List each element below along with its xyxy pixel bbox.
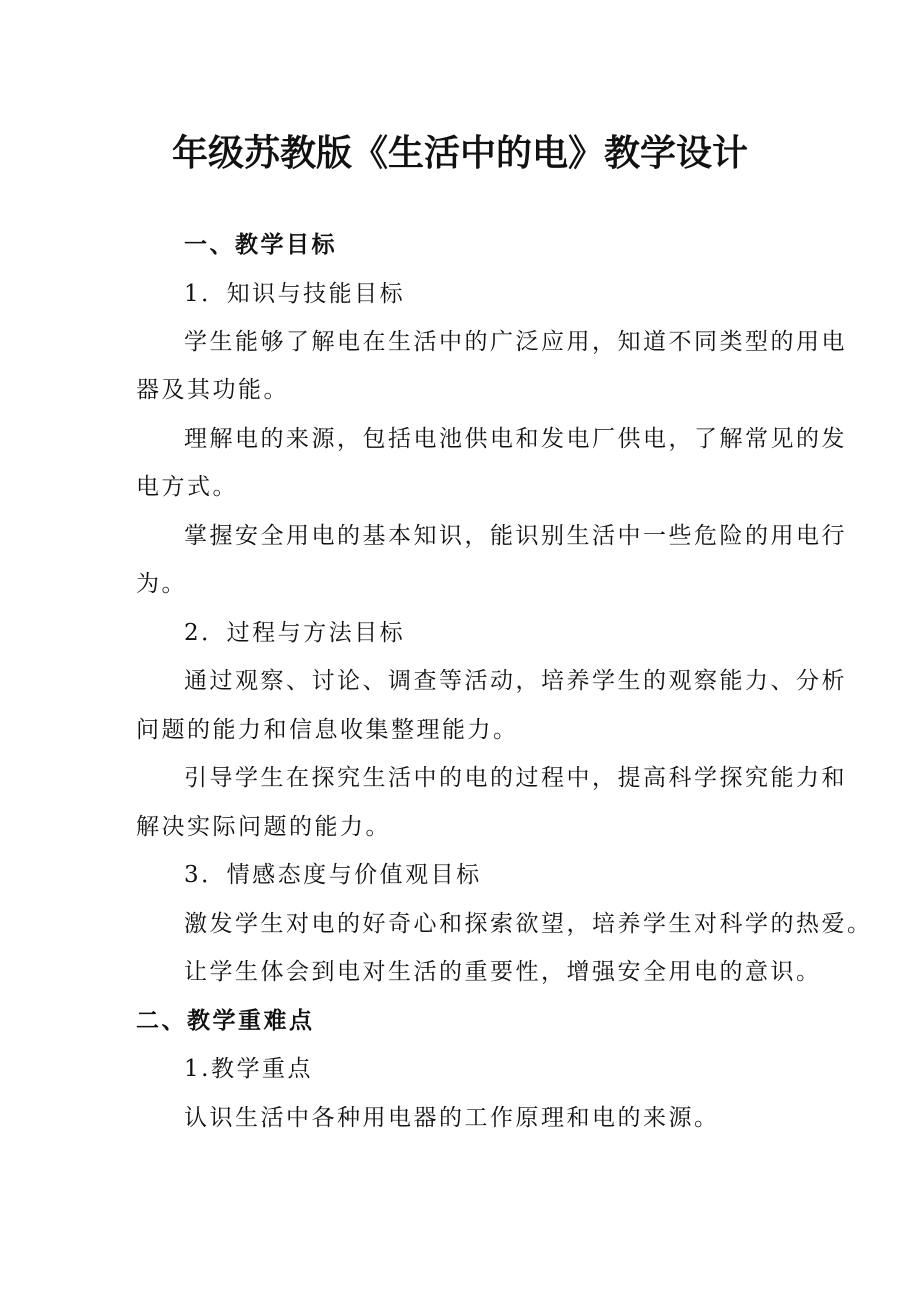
section-heading-key-difficult-points: 二、教学重难点 <box>136 1008 315 1034</box>
subheading-teaching-focus: 1.教学重点 <box>184 1056 313 1082</box>
paragraph-line: 电方式。 <box>136 474 238 500</box>
section-heading-teaching-goals: 一、教学目标 <box>184 232 337 258</box>
paragraph-line: 理解电的来源，包括电池供电和发电厂供电，了解常见的发 <box>184 426 847 452</box>
paragraph-line: 器及其功能。 <box>136 377 289 403</box>
paragraph-line: 激发学生对电的好奇心和探索欲望，培养学生对科学的热爱。 <box>184 911 873 937</box>
paragraph-line: 解决实际问题的能力。 <box>136 814 391 840</box>
subheading-emotion-values: 3．情感态度与价值观目标 <box>184 862 482 888</box>
document-title: 年级苏教版《生活中的电》教学设计 <box>171 133 748 174</box>
paragraph-line: 问题的能力和信息收集整理能力。 <box>136 717 519 743</box>
paragraph-line: 为。 <box>136 571 187 597</box>
paragraph-line: 让学生体会到电对生活的重要性，增强安全用电的意识。 <box>184 959 822 985</box>
subheading-knowledge-skills: 1．知识与技能目标 <box>184 281 406 307</box>
paragraph-line: 掌握安全用电的基本知识，能识别生活中一些危险的用电行 <box>184 523 847 549</box>
subheading-process-methods: 2．过程与方法目标 <box>184 620 406 646</box>
paragraph-line: 引导学生在探究生活中的电的过程中，提高科学探究能力和 <box>184 765 847 791</box>
paragraph-line: 学生能够了解电在生活中的广泛应用，知道不同类型的用电 <box>184 329 847 355</box>
paragraph-line: 认识生活中各种用电器的工作原理和电的来源。 <box>184 1105 720 1131</box>
paragraph-line: 通过观察、讨论、调查等活动，培养学生的观察能力、分析 <box>184 668 847 694</box>
